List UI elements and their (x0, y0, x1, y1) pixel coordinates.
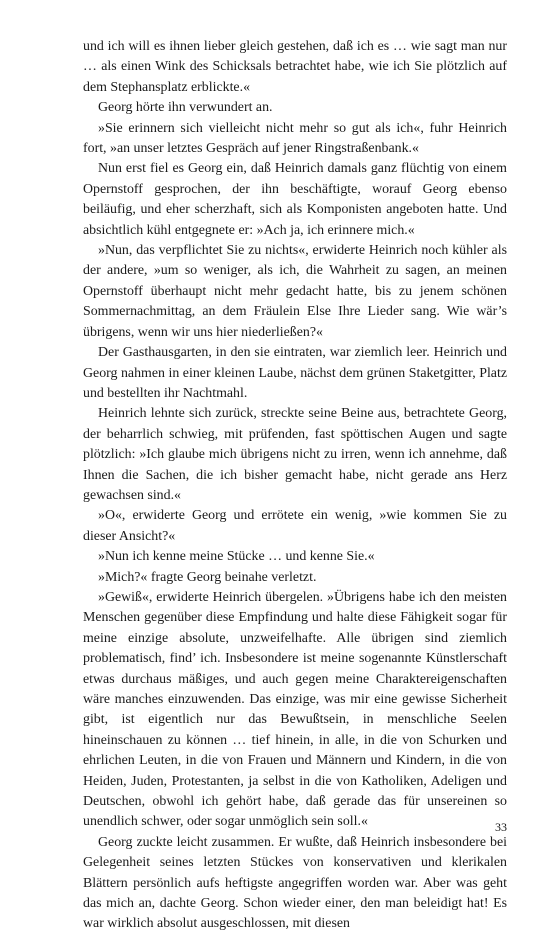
paragraph: »Nun, das verpflichtet Sie zu nichts«, erwiderte Heinrich noch kühler als der andere, »um so weniger, als ich, die Wahrheit zu sagen, an meinen Opernstoff überhaupt nicht mehr gedacht hatte, bis zu jenem schönen Sommernachmittag, an dem Fräulein Else Ihre Lieder sang. Wie wär’s übrigens, wenn wir uns hier niederließen?« (83, 243, 507, 340)
paragraph: Nun erst fiel es Georg ein, daß Heinrich damals ganz flüchtig von einem Opernstoff gesprochen, der ihn beschäftigte, worauf Georg ebenso beiläufig, und eher scherzhaft, sich als Komponisten angeboten hatte. Und absichtlich kühl entgegnete er: »Ach ja, ich erinnere mich.« (83, 161, 507, 238)
paragraph: Der Gasthausgarten, in den sie eintraten, war ziemlich leer. Heinrich und Georg nahmen in einer kleinen Laube, nächst dem grünen Staketgitter, Platz und bestellten ihr Nachtmahl. (83, 345, 507, 401)
paragraph: Georg zuckte leicht zusammen. Er wußte, daß Heinrich insbesondere bei Gelegenheit seines letzten Stückes von konservativen und klerikalen Blättern persönlich aufs heftigste angegriffen worden war. Aber was geht das mich an, dachte Georg. Schon wieder einer, den man beleidigt hat! Es war wirklich absolut ausgeschlossen, mit diesen (83, 834, 507, 932)
paragraph: »Nun ich kenne meine Stücke … und kenne Sie.« (98, 549, 375, 565)
paragraph: »O«, erwiderte Georg und errötete ein wenig, »wie kommen Sie zu dieser Ansicht?« (83, 508, 507, 544)
paragraph: und ich will es ihnen lieber gleich gestehen, daß ich es … wie sagt man nur … als einen Wink des Schicksals betrachtet habe, wie ich Sie plötzlich auf dem Stephansplatz erblickte.« (83, 39, 507, 95)
paragraph: »Sie erinnern sich vielleicht nicht mehr so gut als ich«, fuhr Heinrich fort, »an unser letztes Gespräch auf jener Ringstraßenbank.« (83, 120, 507, 157)
page-number: 33 (495, 820, 507, 834)
paragraph: »Mich?« fragte Georg beinahe verletzt. (98, 569, 317, 585)
body-text (83, 37, 507, 935)
paragraph: Georg hörte ihn verwundert an. (98, 100, 273, 116)
paragraph: Heinrich lehnte sich zurück, streckte seine Beine aus, betrachtete Georg, der beharrlich schwieg, mit prüfenden, fast spöttischen Augen und sagte plötzlich: »Ich glaube mich übrigens nicht zu irren, wenn ich annehme, daß Ihnen die Sachen, die ich bisher gemacht habe, nicht gerade ans Herz gewachsen sind.« (83, 406, 507, 503)
paragraph: »Gewiß«, erwiderte Heinrich übergelen. »Übrigens habe ich den meisten Menschen gegenüber diese Empfindung und halte diese Fähigkeit sogar für meine einzige absolute, unzweifelhafte. Alle übrigen sind ziemlich problematisch, find’ ich. Insbesondere ist meine sogenannte Künstlerschaft etwas durchaus mäßiges, und auch gegen meine Charaktereigenschaften wäre manches einzuwenden. Das einzige, was mir eine gewisse Sicherheit gibt, ist eigentlich nur das Bewußtsein, in menschliche Seelen hineinschauen zu können … tief hinein, in alle, in die von Schurken und ehrlichen Leuten, in die von Frauen und Männern und Kindern, in die von Heiden, Juden, Protestanten, ja selbst in die von Katholiken, Adeligen und Deutschen, obwohl ich gehört habe, daß gerade das für unsereinen so unendlich schwer, oder sogar unmöglich sein soll.« (83, 589, 507, 830)
